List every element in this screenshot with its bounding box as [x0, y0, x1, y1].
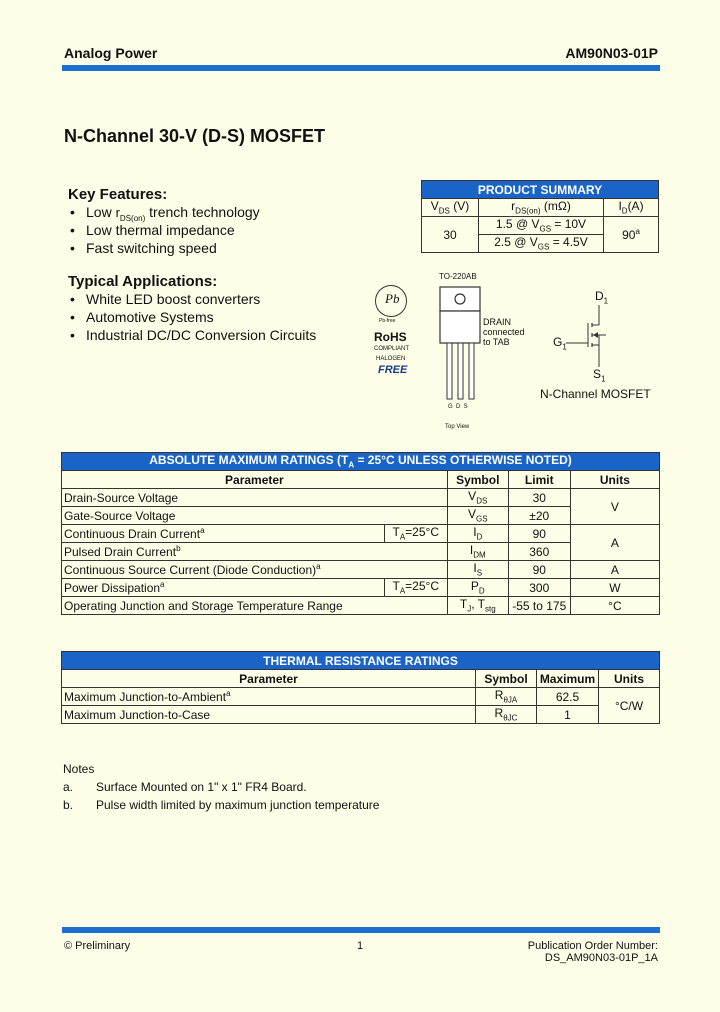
summary-header-rds: $r_{DS(on)}$ (mΩ) — [479, 199, 604, 217]
source-pin-label: $S_1$ — [593, 367, 606, 384]
summary-header-id: $I_D(A)$ — [604, 199, 659, 217]
note-a-label: a. — [63, 780, 74, 794]
summary-header-vds: $V_{DS}$ (V) — [422, 199, 479, 217]
abs-col-parameter: Parameter — [62, 471, 448, 489]
table-row: Maximum Junction-to-Case $R_{\theta JC}$ 1 — [62, 706, 660, 724]
top-view-label: Top View — [445, 424, 470, 430]
list-item: • White LED boost converters — [68, 290, 316, 308]
pin-labels: G D S — [448, 404, 468, 410]
thermal-title: THERMAL RESISTANCE RATINGS — [62, 652, 660, 670]
page-title: N-Channel 30-V (D-S) MOSFET — [64, 126, 326, 146]
summary-vds-value: 30 — [422, 217, 479, 253]
mosfet-caption: N-Channel MOSFET — [540, 387, 651, 401]
pb-symbol: Pb — [385, 291, 400, 306]
note-a-text: Surface Mounted on 1" x 1" FR4 Board. — [96, 780, 307, 794]
footer-rule — [62, 927, 660, 933]
table-row: Power Dissipation$^a$ $T_A=25^\circ C$ $P_D$ 300 W — [62, 579, 660, 597]
part-number: AM90N03-01P — [565, 45, 658, 61]
page-number: 1 — [357, 940, 364, 952]
summary-rds-2: 2.5 @ $V_{GS} = 4.5V$ — [479, 235, 604, 253]
table-row: Continuous Drain Current$^a$ $T_A=25^\circ C$ $I_D$ 90 A — [62, 525, 660, 543]
abs-max-title: ABSOLUTE MAXIMUM RATINGS ($T_A = 25^\circ C$ UNLESS OTHERWISE NOTED) — [62, 453, 660, 471]
free-label: FREE — [378, 364, 408, 376]
note-b-label: b. — [63, 798, 74, 812]
header-rule — [62, 65, 660, 71]
thermal-col-maximum: Maximum — [537, 670, 599, 688]
company-name: Analog Power — [64, 45, 158, 61]
table-row: Maximum Junction-to-Ambient$^a$ $R_{\theta JA}$ 62.5 °C/W — [62, 688, 660, 706]
rohs-compliant: COMPLIANT — [374, 346, 410, 352]
thermal-col-parameter: Parameter — [62, 670, 476, 688]
key-features-list — [68, 203, 260, 257]
mosfet-symbol-icon — [566, 305, 616, 370]
pb-free-label: Pb-free — [379, 318, 396, 324]
publication-order: Publication Order Number: DS_AM90N03-01P_1A — [527, 940, 658, 964]
to220-package-icon — [438, 285, 483, 405]
unit-cell: W — [570, 579, 659, 597]
unit-cell: °C/W — [599, 688, 660, 724]
table-row: Continuous Source Current (Diode Conduction)$^a$ $I_S$ 90 A — [62, 561, 660, 579]
unit-cell: A — [570, 525, 659, 561]
list-item: • Fast switching speed — [68, 239, 260, 257]
table-row: Pulsed Drain Current$^b$ $I_{DM}$ 360 — [62, 543, 660, 561]
abs-col-limit: Limit — [508, 471, 570, 489]
applications-heading: Typical Applications: — [68, 273, 218, 290]
thermal-col-units: Units — [599, 670, 660, 688]
key-features-heading: Key Features: — [68, 186, 168, 203]
summary-rds-1: 1.5 @ $V_{GS} = 10V$ — [479, 217, 604, 235]
list-item: • Industrial DC/DC Conversion Circuits — [68, 326, 316, 344]
rohs-label: RoHS — [374, 330, 407, 344]
summary-title: PRODUCT SUMMARY — [422, 181, 659, 199]
thermal-col-symbol: Symbol — [476, 670, 537, 688]
note-b-text: Pulse width limited by maximum junction temperature — [96, 798, 380, 812]
gate-pin-label: $G_1$ — [553, 335, 567, 352]
package-name: TO-220AB — [439, 272, 477, 281]
product-summary-table — [421, 180, 659, 253]
halogen-label: HALOGEN — [376, 356, 406, 362]
notes-heading: Notes — [63, 762, 95, 776]
unit-cell: °C — [570, 597, 659, 615]
thermal-resistance-table — [61, 651, 660, 724]
unit-cell: V — [570, 489, 659, 525]
drain-pin-label: $D_1$ — [595, 289, 609, 306]
list-item: • Low thermal impedance — [68, 221, 260, 239]
footer-copyright: © Preliminary — [64, 940, 131, 952]
applications-list — [68, 290, 316, 344]
list-item: • Automotive Systems — [68, 308, 316, 326]
absolute-max-ratings-table — [61, 452, 660, 615]
table-row: Drain-Source Voltage $V_{DS}$ 30 V — [62, 489, 660, 507]
key-features — [68, 186, 260, 257]
table-row: Gate-Source Voltage $V_{GS}$ ±20 — [62, 507, 660, 525]
unit-cell: A — [570, 561, 659, 579]
typical-applications — [68, 273, 316, 344]
table-row: Operating Junction and Storage Temperature Range $T_J$, $T_{stg}$ -55 to 175 °C — [62, 597, 660, 615]
abs-col-units: Units — [570, 471, 659, 489]
list-item: • Low $r_{DS(on)}$ trench technology — [68, 203, 260, 221]
abs-col-symbol: Symbol — [447, 471, 508, 489]
drain-note: DRAIN connected to TAB — [483, 317, 525, 347]
summary-id-value: 90$^a$ — [604, 217, 659, 253]
